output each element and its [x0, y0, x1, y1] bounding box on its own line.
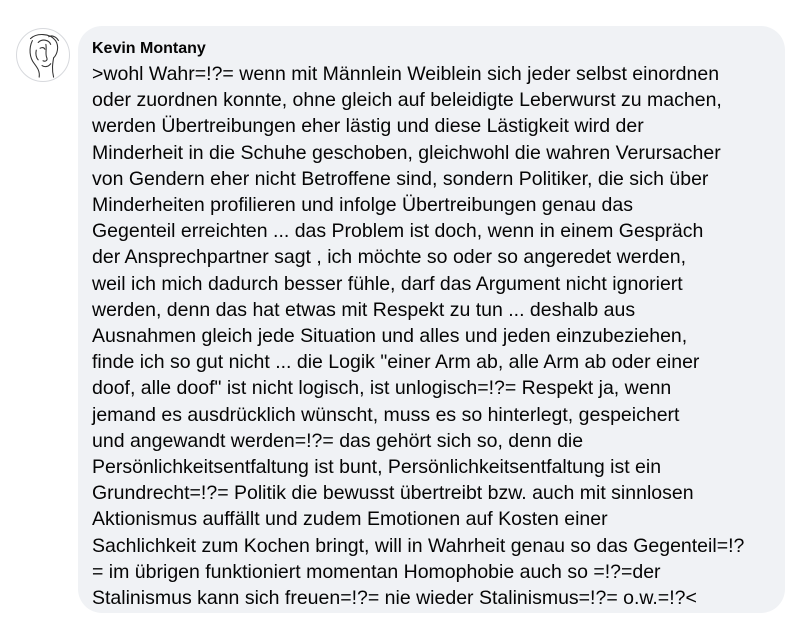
comment-bubble	[78, 26, 785, 613]
comment-text: >wohl Wahr=!?= wenn mit Männlein Weiblein sich jeder selbst einordnen oder zuordnen konnte, ohne gleich auf beleidigte Leberwurst zu machen, werden Übertreibungen eher lästig und diese Lästigkeit wird der Minderheit in die Schuhe geschoben, gleichwohl die wahren Verursacher von Gendern eher nicht Betroffene sind, sondern Politiker, die sich über Minderheiten profilieren und infolge Übertreibungen genau das Gegenteil erreichten ... das Problem ist doch, wenn in einem Gespräch der Ansprechpartner sagt , ich möchte so oder so angeredet werden, weil ich mich dadurch besser fühle, darf das Argument nicht ignoriert werden, denn das hat etwas mit Respekt zu tun ... deshalb aus Ausnahmen gleich jede Situation und alles und jeden einzubeziehen, finde ich so gut nicht ... die Logik "einer Arm ab, alle Arm ab oder einer doof, alle doof" ist nicht logisch, ist unlogisch=!?= Respekt ja, wenn jemand es ausdrücklich wünscht, muss es so hinterlegt, gespeichert und angewandt werden=!?= das gehört sich so, denn die Persönlichkeitsentfaltung ist bunt, Persönlichkeitsentfaltung ist ein Grundrecht=!?= Politik die bewusst übertreibt bzw. auch mit sinnlosen Aktionismus auffällt und zudem Emotionen auf Kosten einer Sachlichkeit zum Kochen bringt, will in Wahrheit genau so das Gegenteil=!? = im übrigen funktioniert momentan Homophobie auch so =!?=der Stalinismus kann sich freuen=!?= nie wieder Stalinismus=!?= o.w.=!?<	[92, 63, 745, 610]
comment-author-name[interactable]: Kevin Montany	[92, 40, 206, 57]
line-drawing-face-avatar-icon	[17, 29, 69, 81]
avatar[interactable]	[16, 28, 70, 82]
